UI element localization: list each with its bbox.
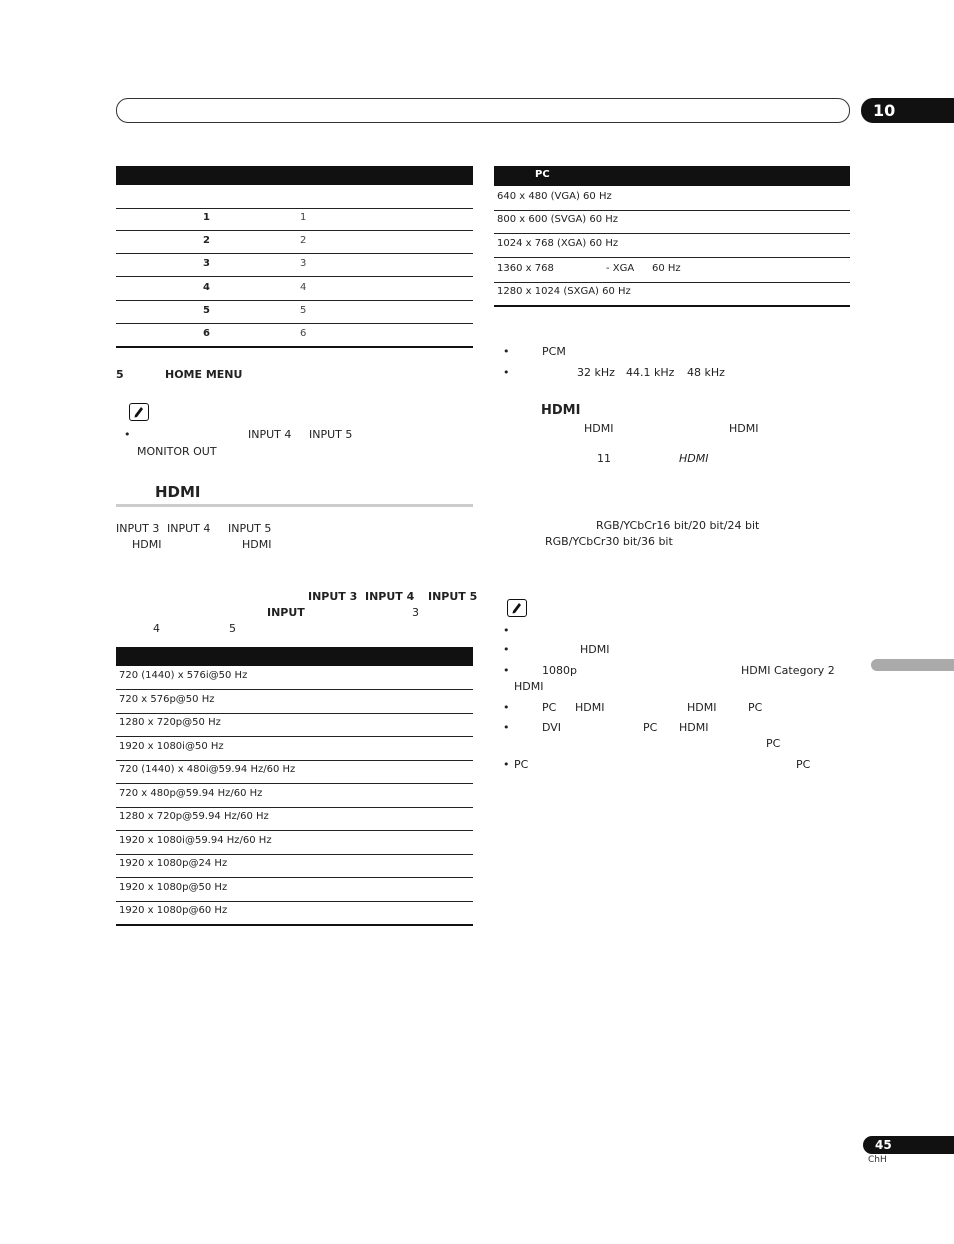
note2-bullet-4: • bbox=[503, 701, 510, 714]
table2-row-rule bbox=[116, 736, 473, 737]
table1-row-val: 2 bbox=[300, 235, 307, 247]
table1-row-num: 1 bbox=[203, 212, 210, 223]
table2-header bbox=[116, 647, 473, 666]
note3-hdmi: HDMI bbox=[514, 680, 544, 693]
side-tab bbox=[871, 659, 954, 671]
table1-divider bbox=[116, 208, 473, 209]
table1-row-num: 2 bbox=[203, 235, 210, 247]
table2-row: 720 (1440) x 576i@50 Hz bbox=[119, 670, 248, 681]
pc-table-row: 1280 x 1024 (SXGA) 60 Hz bbox=[497, 286, 631, 297]
hdmi-num5: 5 bbox=[229, 622, 236, 635]
pc-table-row-rule bbox=[494, 282, 850, 283]
table2-row-rule bbox=[116, 807, 473, 808]
table2-row: 720 x 480p@59.94 Hz/60 Hz bbox=[119, 787, 263, 799]
note2-bullet-5: • bbox=[503, 721, 510, 734]
hdmi-line1-input5: INPUT 5 bbox=[228, 522, 272, 535]
table1-row-val: 4 bbox=[300, 281, 307, 293]
hdmi-color-depth-1: RGB/YCbCr16 bit/20 bit/24 bit bbox=[596, 519, 760, 532]
hdmi-block-title: HDMI bbox=[541, 403, 581, 418]
table2-row: 1920 x 1080p@24 Hz bbox=[119, 858, 228, 869]
hdmi-line2-b: HDMI bbox=[242, 538, 272, 551]
language-code: ChH bbox=[868, 1155, 887, 1165]
table2-row: 720 x 576p@50 Hz bbox=[119, 693, 215, 705]
note4-pc: PC bbox=[542, 701, 557, 714]
note2-bullet-6: • bbox=[503, 758, 510, 771]
pc-table-header-label: PC bbox=[535, 169, 550, 180]
step-number: 5 bbox=[116, 368, 124, 381]
note4-pc2: PC bbox=[748, 701, 763, 714]
note5-hdmi: HDMI bbox=[679, 721, 709, 734]
table1-row-rule bbox=[116, 323, 473, 324]
hdmi-num3: 3 bbox=[412, 606, 419, 619]
note2-bullet-2: • bbox=[503, 643, 510, 656]
note-icon-2 bbox=[507, 599, 527, 617]
hdmi-block-a: HDMI bbox=[584, 422, 614, 435]
table1-row-val: 6 bbox=[300, 328, 307, 339]
note2-hdmi: HDMI bbox=[580, 643, 610, 656]
table2-row: 1920 x 1080i@50 Hz bbox=[119, 740, 224, 752]
note2-bullet-1: • bbox=[503, 624, 510, 637]
audio-pcm: PCM bbox=[542, 345, 566, 358]
pc-table-row-rule bbox=[494, 305, 850, 307]
table2-row: 1920 x 1080p@50 Hz bbox=[119, 881, 228, 893]
note3-cat: HDMI Category 2 bbox=[741, 664, 835, 677]
hdmi-block-b: HDMI bbox=[729, 422, 759, 435]
pc-table-row-b: - XGA bbox=[606, 263, 635, 274]
audio-f2: 44.1 kHz bbox=[626, 366, 675, 379]
note5-pc: PC bbox=[643, 721, 658, 734]
header-bar bbox=[116, 98, 850, 123]
hdmi-color-depth-2: RGB/YCbCr30 bit/36 bit bbox=[545, 535, 673, 548]
hdmi-block-italic: HDMI bbox=[679, 452, 709, 465]
note5-dvi: DVI bbox=[542, 721, 562, 734]
audio-f1: 32 kHz bbox=[577, 366, 615, 379]
audio-bullet-2: • bbox=[503, 366, 510, 379]
hdmi-bold-input5: INPUT 5 bbox=[428, 590, 478, 603]
chapter-tab: 10 bbox=[861, 98, 954, 123]
table1-row-val: 3 bbox=[300, 258, 307, 270]
hdmi-line1-input4: INPUT 4 bbox=[167, 522, 211, 535]
pc-table-row: 1024 x 768 (XGA) 60 Hz bbox=[497, 238, 619, 249]
note-bullet: • bbox=[124, 428, 131, 441]
table2-row-rule bbox=[116, 713, 473, 714]
pc-table-row-rule bbox=[494, 257, 850, 258]
table2-row: 1280 x 720p@50 Hz bbox=[119, 717, 221, 728]
note3-1080p: 1080p bbox=[542, 664, 577, 677]
table1-row-num: 6 bbox=[203, 328, 210, 339]
table1-row-rule bbox=[116, 230, 473, 231]
table2-row-rule bbox=[116, 830, 473, 831]
table1-row-rule bbox=[116, 300, 473, 301]
note5-pc2: PC bbox=[766, 737, 781, 750]
note2-bullet-3: • bbox=[503, 664, 510, 677]
table2-row-rule bbox=[116, 689, 473, 690]
hdmi-line1-input3: INPUT 3 bbox=[116, 522, 160, 535]
audio-f3: 48 kHz bbox=[687, 366, 725, 379]
home-menu-label: HOME MENU bbox=[165, 368, 243, 381]
pc-table-row: 800 x 600 (SVGA) 60 Hz bbox=[497, 214, 619, 225]
note-input5: INPUT 5 bbox=[309, 428, 353, 441]
pc-table-row-c: 60 Hz bbox=[652, 263, 681, 274]
table2-row: 1920 x 1080i@59.94 Hz/60 Hz bbox=[119, 834, 272, 846]
note6-pc2: PC bbox=[796, 758, 811, 771]
table1-row-val: 5 bbox=[300, 304, 307, 316]
hdmi-block-11: 11 bbox=[597, 452, 611, 465]
hdmi-bold-input4: INPUT 4 bbox=[365, 590, 415, 603]
note-icon bbox=[129, 403, 149, 421]
table1-row-num: 3 bbox=[203, 258, 210, 270]
table1-row-rule bbox=[116, 346, 473, 348]
page-number-tab: 45 bbox=[863, 1136, 954, 1154]
table1-header bbox=[116, 166, 473, 185]
pc-table-row-rule bbox=[494, 233, 850, 234]
table2-row: 1280 x 720p@59.94 Hz/60 Hz bbox=[119, 811, 269, 822]
table2-row-rule bbox=[116, 760, 473, 761]
note4-hdmi2: HDMI bbox=[687, 701, 717, 714]
note-input4: INPUT 4 bbox=[248, 428, 292, 441]
note-monitor-out: MONITOR OUT bbox=[137, 445, 217, 458]
table1-row-rule bbox=[116, 253, 473, 254]
pc-table-row-rule bbox=[494, 210, 850, 211]
table1-row-val: 1 bbox=[300, 212, 307, 223]
table2-row-rule bbox=[116, 924, 473, 926]
hdmi-section-title: HDMI bbox=[155, 483, 201, 501]
hdmi-line2-a: HDMI bbox=[132, 538, 162, 551]
hdmi-section-rule bbox=[116, 504, 473, 507]
note6-pc: PC bbox=[514, 758, 529, 771]
table2-row: 720 (1440) x 480i@59.94 Hz/60 Hz bbox=[119, 764, 296, 775]
hdmi-bold-input: INPUT bbox=[267, 606, 305, 619]
table2-row-rule bbox=[116, 854, 473, 855]
pc-table-row: 1360 x 768 bbox=[497, 263, 554, 274]
hdmi-bold-input3: INPUT 3 bbox=[308, 590, 358, 603]
table1-row-num: 5 bbox=[203, 304, 210, 316]
table2-row-rule bbox=[116, 901, 473, 902]
pc-table-row: 640 x 480 (VGA) 60 Hz bbox=[497, 191, 612, 202]
audio-bullet-1: • bbox=[503, 345, 510, 358]
table1-row-rule bbox=[116, 276, 473, 277]
hdmi-num4: 4 bbox=[153, 622, 160, 635]
note4-hdmi: HDMI bbox=[575, 701, 605, 714]
table2-row-rule bbox=[116, 783, 473, 784]
table1-row-num: 4 bbox=[203, 281, 210, 293]
table2-row: 1920 x 1080p@60 Hz bbox=[119, 905, 228, 916]
table2-row-rule bbox=[116, 877, 473, 878]
pc-table-header bbox=[494, 166, 850, 186]
